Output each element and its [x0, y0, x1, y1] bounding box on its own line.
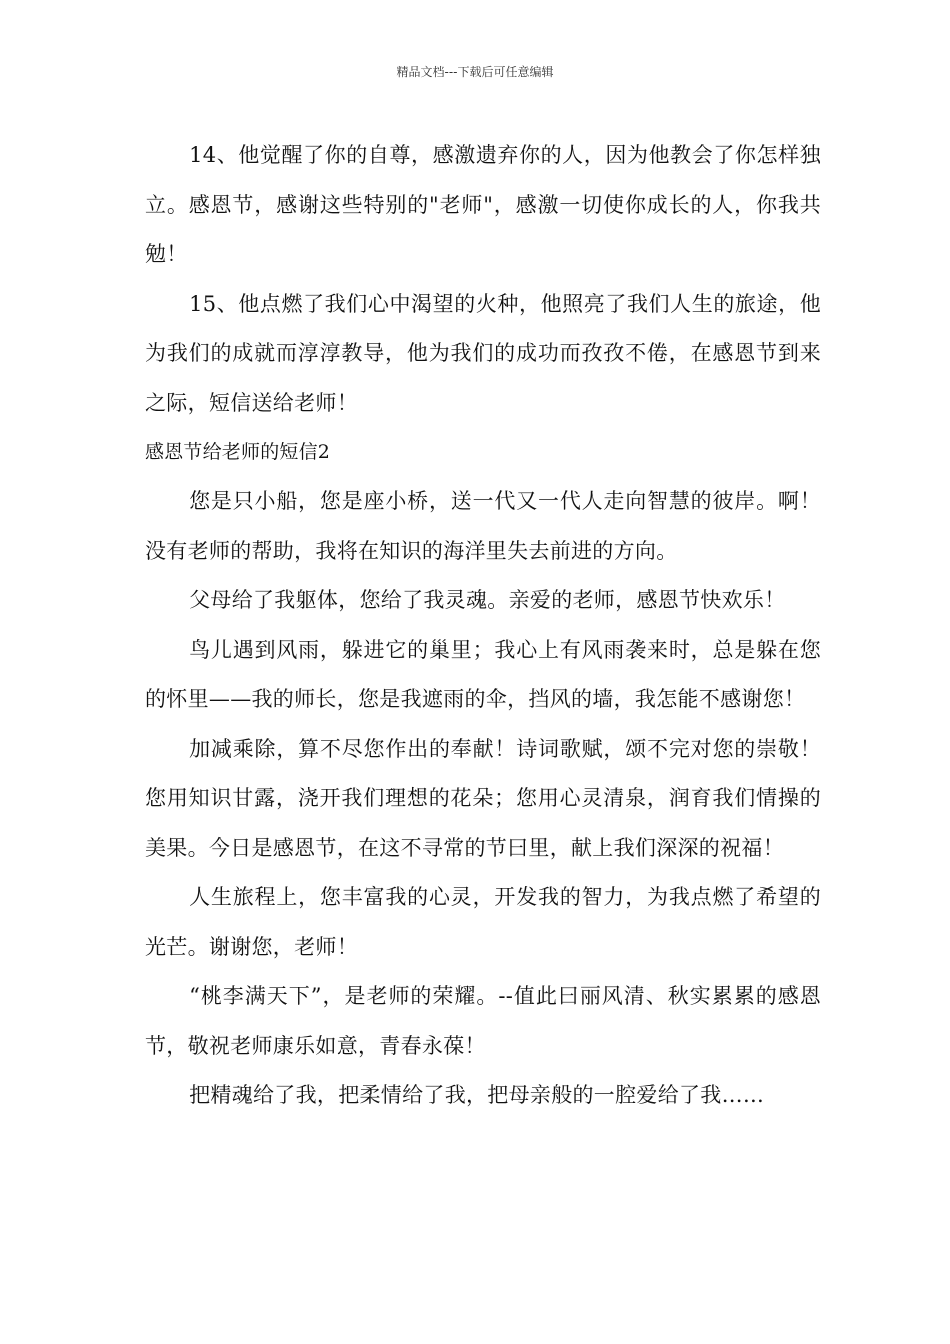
section-paragraph: 父母给了我躯体，您给了我灵魂。亲爱的老师，感恩节快欢乐！: [189, 588, 786, 612]
section-heading: 感恩节给老师的短信2: [145, 441, 331, 463]
paragraph-15: 15、他点燃了我们心中渴望的火种，他照亮了我们人生的旅途，他为我们的成就而淳淳教导，他为我们的成功而孜孜不倦，在感恩节到来之际，短信送给老师！: [145, 291, 821, 415]
section-paragraph: 您是只小船，您是座小桥，送一代又一代人走向智慧的彼岸。啊！没有老师的帮助，我将在知识的海洋里失去前进的方向。: [145, 489, 821, 563]
section-paragraph: “桃李满天下”，是老师的荣耀。--值此曰丽风清、秋实累累的感恩节，敬祝老师康乐如意，青春永葆！: [145, 984, 821, 1058]
section-paragraph: 人生旅程上，您丰富我的心灵，开发我的智力，为我点燃了希望的光芒。谢谢您，老师！: [145, 885, 821, 959]
document-body: [145, 131, 821, 1121]
section-paragraph: 把精魂给了我，把柔情给了我，把母亲般的一腔爱给了我……: [189, 1083, 765, 1107]
section-paragraph: 鸟儿遇到风雨，躲进它的巢里；我心上有风雨袭来时，总是躲在您的怀里——我的师长，您是我遮雨的伞，挡风的墙，我怎能不感谢您！: [145, 637, 821, 711]
section-paragraph: 加减乘除，算不尽您作出的奉献！诗词歌赋，颂不完对您的崇敬！您用知识甘露，浇开我们理想的花朵；您用心灵清泉，润育我们情操的美果。今日是感恩节，在这不寻常的节曰里，献上我们深深的祝福！: [145, 736, 821, 860]
paragraph-14: 14、他觉醒了你的自尊，感激遗弃你的人，因为他教会了你怎样独立。感恩节，感谢这些特别的"老师"，感激一切使你成长的人，你我共勉！: [145, 143, 821, 266]
page-header: 精品文档---下载后可任意编辑: [396, 65, 554, 79]
